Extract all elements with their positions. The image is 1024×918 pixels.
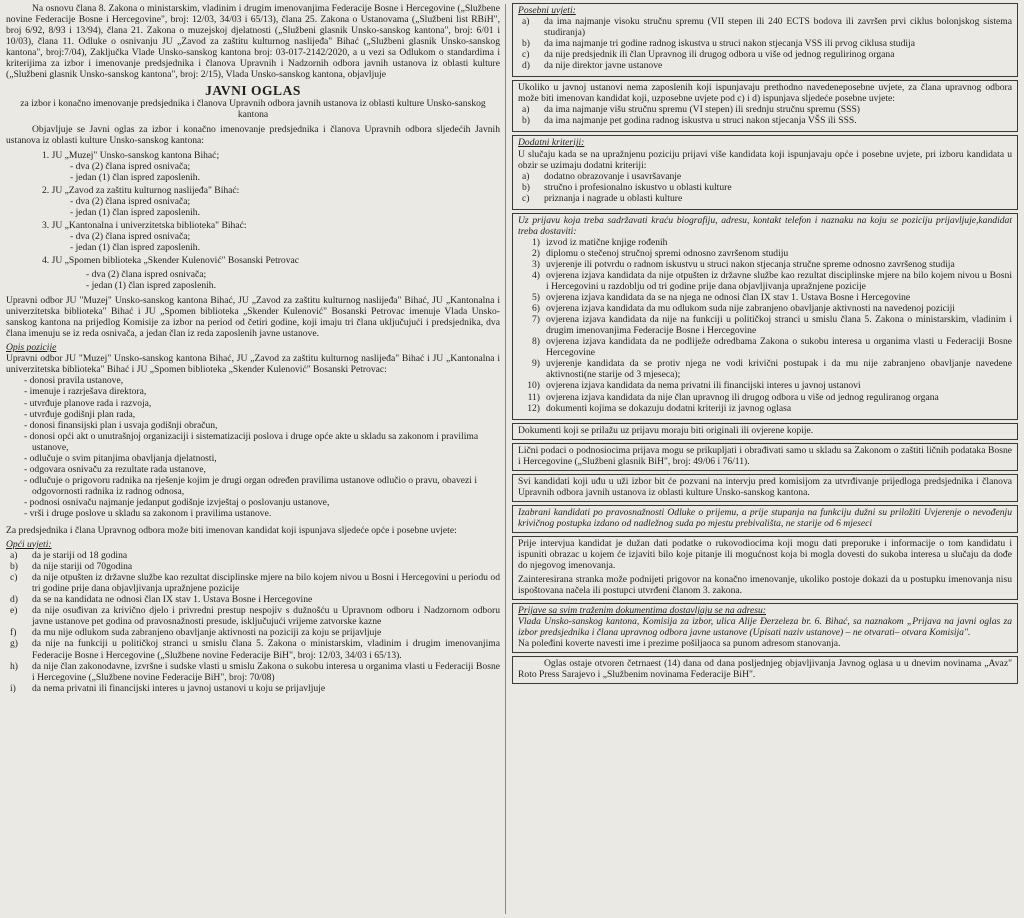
condition-label: e): [10, 605, 18, 617]
special-conditions-list: [518, 16, 1012, 71]
address-text: Vlada Unsko-sanskog kantona, Komisija za izbor, ulica Alije Đerzeleza br. 6. Bihać, sa naznakom „Prijava na javni oglas za izbor predsjednika i člana upravnog odbora javne ustanove (Upisati naziv ustanove) – ne otvarati– otvara Komisija".: [518, 616, 1012, 639]
condition-label: b): [522, 38, 530, 50]
document-item: [518, 358, 1012, 380]
member-list: [6, 231, 500, 253]
document-item: [518, 303, 1012, 314]
duty-item: - utvrđuje godišnji plan rada,: [6, 409, 500, 420]
document-number: 10): [527, 380, 540, 392]
condition-label: b): [522, 115, 530, 127]
documents-list: [518, 237, 1012, 414]
documents-box: [512, 213, 1018, 420]
announcement-paragraph: Objavljuje se Javni oglas za izbor i konačno imenovanje predsjednika i članova Upravnih odbora sljedećih Javnih ustanova iz oblasti kulture Unsko-sanskog kantona:: [6, 124, 500, 147]
criterion-item: [518, 171, 1012, 182]
address-box: [512, 603, 1018, 653]
condition-text: da ima najmanje visoku stručnu spremu (VII stepen ili 240 ECTS bodova ili završen prvi ciklus bolonjskog sistema studiranja): [544, 16, 1012, 39]
criterion-text: dodatno obrazovanje i usavršavanje: [544, 170, 682, 182]
condition-item: [518, 115, 1012, 126]
additional-criteria-paragraph: U slučaju kada se na upražnjenu poziciju prijavi više kandidata koji ispunjavaju opće i posebne uvjete, pri izboru kandidata u obzir se uzimaju dodatni kriteriji:: [518, 148, 1012, 171]
condition-item: [6, 550, 500, 561]
document-item: [518, 380, 1012, 391]
document-number: 2): [532, 247, 540, 259]
document-number: 11): [527, 391, 540, 403]
originals-box: [512, 423, 1018, 440]
duty-item: - odgovara osnivaču za rezultate rada ustanove,: [6, 464, 500, 475]
document-number: 8): [532, 336, 540, 348]
candidate-paragraph: Za predsjednika i člana Upravnog odbora može biti imenovan kandidat koji ispunjava sljedeće opće i posebne uvjete:: [6, 525, 457, 537]
special-conditions-heading: Posebni uvjeti:: [518, 5, 576, 16]
document-text: ovjerena izjava kandidata da ne podliježe odredbama Zakona o sukobu interesa u organima vlasti u Federaciji Bosne Hercegovine: [546, 336, 1012, 359]
document-text: ovjerena izjava kandidata da se na njega ne odnosi član IX stav 1. Ustava Bosne i Hercegovine: [546, 292, 911, 304]
announcement-title: JAVNI OGLAS: [205, 83, 301, 99]
duty-item: - odlučuje o prigovoru radnika na rješenje kojim je drugi organ određen pravilima ustanove odlučio o pravu, obavezi i odgovornosti radnika iz radnog odnosa,: [6, 475, 500, 497]
institution-list: [6, 150, 500, 292]
additional-criteria-heading: Dodatni kriteriji:: [518, 137, 585, 149]
member-item: - jedan (1) član ispred zaposlenih.: [6, 207, 500, 218]
document-text: uvjerenje ili potvrdu o radnom iskustvu u struci nakon stjecanja stručne spreme odnosno završenog studija: [546, 258, 955, 270]
condition-item: [518, 104, 1012, 115]
envelope-paragraph: Na poleđini koverte navesti ime i prezime pošiljaoca sa punom adresom stanovanja.: [518, 638, 841, 650]
document-number: 5): [532, 292, 540, 304]
condition-text: da se na kandidata ne odnosi član IX stav 1. Ustava Bosne i Hercegovine: [32, 594, 313, 606]
condition-text: da nije otpušten iz državne službe kao rezultat disciplinske mjere na bilo kojem nivou u Bosni i Hercegovini u periodu od tri godine prije dana objavljivanja upražnjene pozicije: [32, 572, 500, 595]
document-text: ovjerena izjava kandidata da nije član upravnog ili drugog odbora u više od jednog reguliranog organa: [546, 391, 939, 403]
selected-candidates-box: [512, 505, 1018, 533]
document-number: 7): [532, 314, 540, 326]
documents-heading: Uz prijavu koja treba sadržavati kraću biografiju, adresu, kontakt telefon i naznaku na koju se poziciju prijavljuje,kandidat treba dostaviti:: [518, 214, 1012, 237]
duty-item: - imenuje i razrješava direktora,: [6, 386, 500, 397]
condition-text: da ima najmanje tri godine radnog iskustva u struci nakon stjecanja VSS ili prvog ciklusa studija: [544, 38, 915, 50]
left-column: [6, 3, 500, 915]
document-text: izvod iz matične knjige rođenih: [546, 236, 668, 248]
member-item: - jedan (1) član ispred zaposlenih.: [6, 280, 500, 291]
condition-label: d): [10, 594, 18, 606]
duty-item: - vrši i druge poslove u skladu sa zakonom i pravilima ustanove.: [6, 508, 500, 519]
member-item: - dva (2) člana ispred osnivača;: [6, 161, 500, 172]
criterion-label: a): [522, 170, 530, 182]
condition-item: [6, 561, 500, 572]
condition-label: a): [522, 104, 530, 116]
condition-text: da nije stariji od 70godina: [32, 561, 133, 573]
document-item: [518, 237, 1012, 248]
condition-item: [6, 572, 500, 594]
condition-text: da nije na funkciji u političkoj stranci u smislu člana 5. Zakona o ministarskim, vladinim i drugim imenovanjima Federacije Bosne i Hercegovine („Službene novine Federacije BiH", broj: 12/03, 34/03 i 65/13).: [32, 638, 500, 661]
position-intro: Upravni odbor JU "Muzej" Unsko-sanskog kantona Bihać, JU „Zavod za zaštitu kulturnog naslijeđa" Bihać i JU „Kantonalna i univerzitetska biblioteka" Bihać i JU „Spomen biblioteka „Skender Kulenović" Bosanski Petrovac:: [6, 353, 500, 376]
objection-paragraph: Zainteresirana stranka može podnijeti prigovor na konačno imenovanje, ukoliko postoje dokazi da u postupku imenovanja nisu ispoštovana načela ili postupci utvrđeni članom 3. zakona.: [518, 574, 1012, 597]
document-item: [518, 270, 1012, 292]
address-heading: Prijave sa svim traženim dokumentima dostavljaju se na adresu:: [518, 605, 766, 617]
column-divider: [505, 4, 506, 914]
condition-label: a): [522, 16, 530, 28]
institution-name: 3. JU „Kantonalna i univerzitetska biblioteka" Bihać:: [42, 219, 247, 231]
document-number: 6): [532, 303, 540, 315]
condition-item: [518, 49, 1012, 60]
duty-item: - podnosi osnivaču najmanje jedanput godišnje izvještaj o poslovanju ustanove,: [6, 497, 500, 508]
document-text: uvjerenje kandidata da se protiv njega ne vodi krivični postupak i da mu nije zabranjeno obavljanje navedene aktivnosti(ne starije od 3 mjeseca);: [546, 358, 1012, 381]
originals-paragraph: Dokumenti koji se prilažu uz prijavu moraju biti originali ili ovjerene kopije.: [518, 424, 814, 436]
condition-item: [518, 60, 1012, 71]
document-item: [518, 403, 1012, 414]
document-item: [518, 392, 1012, 403]
document-number: 9): [532, 358, 540, 370]
document-number: 1): [532, 236, 540, 248]
member-item: - dva (2) člana ispred osnivača;: [6, 231, 500, 242]
condition-item: [518, 16, 1012, 38]
condition-text: da mu nije odlukom suda zabranjeno obavljanje aktivnosti na poziciji za koju se prijavljuje: [32, 627, 382, 639]
duty-item: - utvrđuje planove rada i razvoja,: [6, 398, 500, 409]
condition-text: da nije osuđivan za krivično djelo i privredni prestup nespojiv s dužnošću u Upravnom odboru i Nadzornom odboru javne ustanove pet godina od pravosnažnosti presude, isključujući vrijeme zatvorske kazne: [32, 605, 500, 628]
criterion-label: c): [522, 192, 530, 204]
condition-text: da nije direktor javne ustanove: [544, 60, 663, 72]
condition-label: c): [10, 572, 18, 584]
condition-label: i): [10, 682, 16, 694]
member-list: [6, 196, 500, 218]
institution-item: [6, 220, 500, 253]
institution-item: [6, 185, 500, 218]
announcement-subtitle: za izbor i konačno imenovanje predsjednika i članova Upravnih odbora javnih ustanova iz oblasti kulture Unsko-sanskog kantona: [20, 98, 486, 121]
document-item: [518, 314, 1012, 336]
alternative-conditions-box: [512, 80, 1018, 132]
criterion-item: [518, 193, 1012, 204]
additional-criteria-list: [518, 171, 1012, 204]
condition-text: da ima najmanje višu stručnu spremu (VI stepen) ili srednju stručnu spremu (SSS): [544, 104, 861, 116]
condition-item: [6, 594, 500, 605]
right-column: [512, 3, 1018, 915]
document-text: ovjerena izjava kandidata da nije na funkciji u političkoj stranci u smislu člana 5. Zakona o ministarskim, vladinim i drugim imenovanjima Federacije Bosne i Hercegovine: [546, 314, 1012, 337]
document-text: diplomu o stečenoj stručnoj spremi odnosno završenom studiju: [546, 247, 789, 259]
institution-item: [6, 150, 500, 183]
criterion-label: b): [522, 181, 530, 193]
document-item: [518, 292, 1012, 303]
member-list: [6, 269, 500, 291]
condition-item: [6, 605, 500, 627]
duty-item: - donosi opći akt o unutrašnjoj organizaciji i sistematizaciji poslova i druge opće akte u skladu sa zakonom i pravilima ustanove,: [6, 431, 500, 453]
criterion-item: [518, 182, 1012, 193]
condition-label: f): [10, 627, 17, 639]
duties-list: [6, 375, 500, 519]
closing-box: [512, 656, 1018, 684]
member-list: [6, 161, 500, 183]
member-item: - dva (2) člana ispred osnivača;: [6, 269, 500, 280]
condition-item: [6, 661, 500, 683]
institution-name: 2. JU „Zavod za zaštitu kulturnog naslijeđa" Bihać:: [42, 184, 240, 196]
duty-item: - donosi pravila ustanove,: [6, 375, 500, 386]
additional-criteria-box: [512, 135, 1018, 209]
criterion-text: stručno i profesionalno iskustvo u oblasti kulture: [544, 181, 732, 193]
condition-text: da nije predsjednik ili član Upravnog ili drugog odbora u više od jednog regulirinog organa: [544, 49, 895, 61]
member-item: - jedan (1) član ispred zaposlenih.: [6, 242, 500, 253]
general-conditions-heading: Opći uvjeti:: [6, 539, 52, 551]
criterion-text: priznanja i nagrade u oblasti kulture: [544, 192, 683, 204]
interview-invite-paragraph: Svi kandidati koji uđu u uži izbor bit će pozvani na intervju pred komisijom za utvrđivanje prijedloga predsjednika i članova Upravnih odbora javnih ustanova iz oblasti kulture Unsko-sanskog kantona.: [518, 475, 1012, 498]
duty-item: - donosi finansijski plan i usvaja godišnji obračun,: [6, 420, 500, 431]
board-paragraph: Upravni odbor JU "Muzej" Unsko-sanskog kantona Bihać, JU „Zavod za zaštitu kulturnog naslijeđa" Bihać, JU „Kantonalna i univerzitetska biblioteka" Bihać i JU „Spomen biblioteka „Skender Kulenović" Bosanski Petrovac imenuje Vlada Unsko-sanskog kantona na prijedlog Komisije za izbor na period od četiri godine, koji imaju tri člana uključujući i predsjednika, dva člana imenuju se iz reda osnivača, a jedan član iz reda zaposlenih javne ustanove.: [6, 295, 500, 340]
condition-label: c): [522, 49, 530, 61]
condition-label: d): [522, 60, 530, 72]
document-item: [518, 336, 1012, 358]
interview-box: [512, 474, 1018, 502]
condition-item: [518, 38, 1012, 49]
condition-text: da nije član zakonodavne, izvršne i sudske vlasti u smislu Zakona o sukobu interesa u organima vlasti u Federaciji Bosne i Hercegovine („Službene novine Federacije BiH", broj: 70/08): [32, 660, 500, 683]
legal-basis-paragraph: Na osnovu člana 8. Zakona o ministarskim, vladinim i drugim imenovanjima Federacije Bosne i Hercegovine („Službene novine Federacije Bosne i Hercegovine", broj: 12/03, 34/03 i 65/13), člana 25. Zakona o Ustanovama („Službeni list RBiH", broj 6/92, 8/93 i 13/94), člana 21. Zakona o muzejskoj djelatnosti („Službeni glasnik Unsko-sanskog kantona", broj: 6/01 i 10/03), člana 11. Odluke o osnivanju JU „Zavod za zaštitu kulturnog naslijeđa" Bihać („Službeni glasnik Unsko-sanskog kantona", broj:7/04), Zaključka Vlade Unsko-sanskog kantona broj: 03-017-2142/2020, a u vezi sa Odlukom o standardima i kriterijima za izbor i imenovanje predsjednika i članova Upravnih i Nadzornih odbora javnih ustanova iz oblasti kulture („Službeni glasnik Unsko-sanskog kantona", broj: 2/15), Vlada Unsko-sanskog kantona, objavljuje: [6, 3, 500, 81]
document-text: ovjerena izjava kandidata da nema privatni ili financijski interes u javnoj ustanovi: [546, 380, 861, 392]
document-item: [518, 248, 1012, 259]
condition-label: b): [10, 561, 18, 573]
selected-candidates-paragraph: Izabrani kandidati po pravosnažnosti Odluke o prijemu, a prije stupanja na funkciju dužni su priložiti Uvjerenje o nevođenju krivičnog postupka izdano od nadležnog suda po mjestu prebivališta, ne starije od 6 mjeseci: [518, 506, 1012, 529]
document-item: [518, 259, 1012, 270]
institution-item: [6, 255, 500, 291]
alternative-conditions-list: [518, 104, 1012, 126]
pre-interview-paragraph: Prije intervjua kandidat je dužan dati podatke o rukovodiocima koji mogu dati preporuke i informacije o tom kandidatu i ispuniti obrazac u kojem će izjaviti bilo koje pitanje ili mogućnost koja bi mogla dovesti do sukoba interesa u slučaju da dođe do njegovog imenovanja.: [518, 537, 1012, 572]
document-number: 12): [527, 402, 540, 414]
conflict-box: [512, 536, 1018, 600]
institution-name: 1. JU „Muzej" Unsko-sanskog kantona Bihać;: [42, 149, 220, 161]
condition-label: g): [10, 638, 18, 650]
condition-label: h): [10, 660, 18, 672]
institution-name: 4. JU „Spomen biblioteka „Skender Kulenović" Bosanski Petrovac: [42, 254, 300, 266]
condition-item: [6, 638, 500, 660]
personal-data-box: [512, 443, 1018, 471]
document-text: dokumenti kojima se dokazuju dodatni kriteriji iz javnog oglasa: [546, 402, 792, 414]
member-item: - jedan (1) član ispred zaposlenih.: [6, 172, 500, 183]
condition-text: da je stariji od 18 godina: [32, 550, 128, 562]
personal-data-paragraph: Lični podaci o podnosiocima prijava mogu se prikupljati i obrađivati samo u skladu sa Zakonom o zaštiti ličnih podataka Bosne i Hercegovine („Službeni glasnik BiH", broj: 49/06 i 76/11).: [518, 444, 1012, 467]
condition-item: [6, 627, 500, 638]
document-number: 4): [532, 269, 540, 281]
member-item: - dva (2) člana ispred osnivača;: [6, 196, 500, 207]
alternative-conditions-paragraph: Ukoliko u javnoj ustanovi nema zaposlenih koji ispunjavaju prethodno navedeneposebne uvjete, za člana upravnog odbora može biti imenovan kandidat koji, uzposebne uvjete pod c) i d) ispunjava sljedeće posebne uvjete:: [518, 82, 1012, 105]
document-text: ovjerena izjava kandidata da nije otpušten iz državne službe kao rezultat disciplinske mjere na bilo kojem nivou u Bosni i Hercegovini u razdoblju od tri godine prije dana objavljivanja upražnjene pozicije: [546, 269, 1012, 293]
special-conditions-box: [512, 3, 1018, 77]
closing-paragraph: Oglas ostaje otvoren četrnaest (14) dana od dana posljednjeg objavljivanja Javnog oglasa u u dnevim novinama „Avaz" Roto Press Sarajevo i „Službenim novinama Federacije BiH".: [518, 658, 1012, 681]
condition-text: da nema privatni ili financijski interes u javnoj ustanovi u koju se prijavljuje: [32, 682, 326, 694]
condition-label: a): [10, 550, 18, 562]
general-conditions-list: [6, 550, 500, 694]
condition-item: [6, 683, 500, 694]
position-heading: Opis pozicije: [6, 342, 57, 354]
document-text: ovjerena izjava kandidata da mu odlukom suda nije zabranjeno obavljanje aktivnosti na navedenoj poziciji: [546, 303, 955, 315]
duty-item: - odlučuje o svim pitanjima obavljanja djelatnosti,: [6, 453, 500, 464]
condition-text: da ima najmanje pet godina radnog iskustva u struci nakon stjecanja VŠS ili SSS.: [544, 115, 857, 127]
document-number: 3): [532, 258, 540, 270]
